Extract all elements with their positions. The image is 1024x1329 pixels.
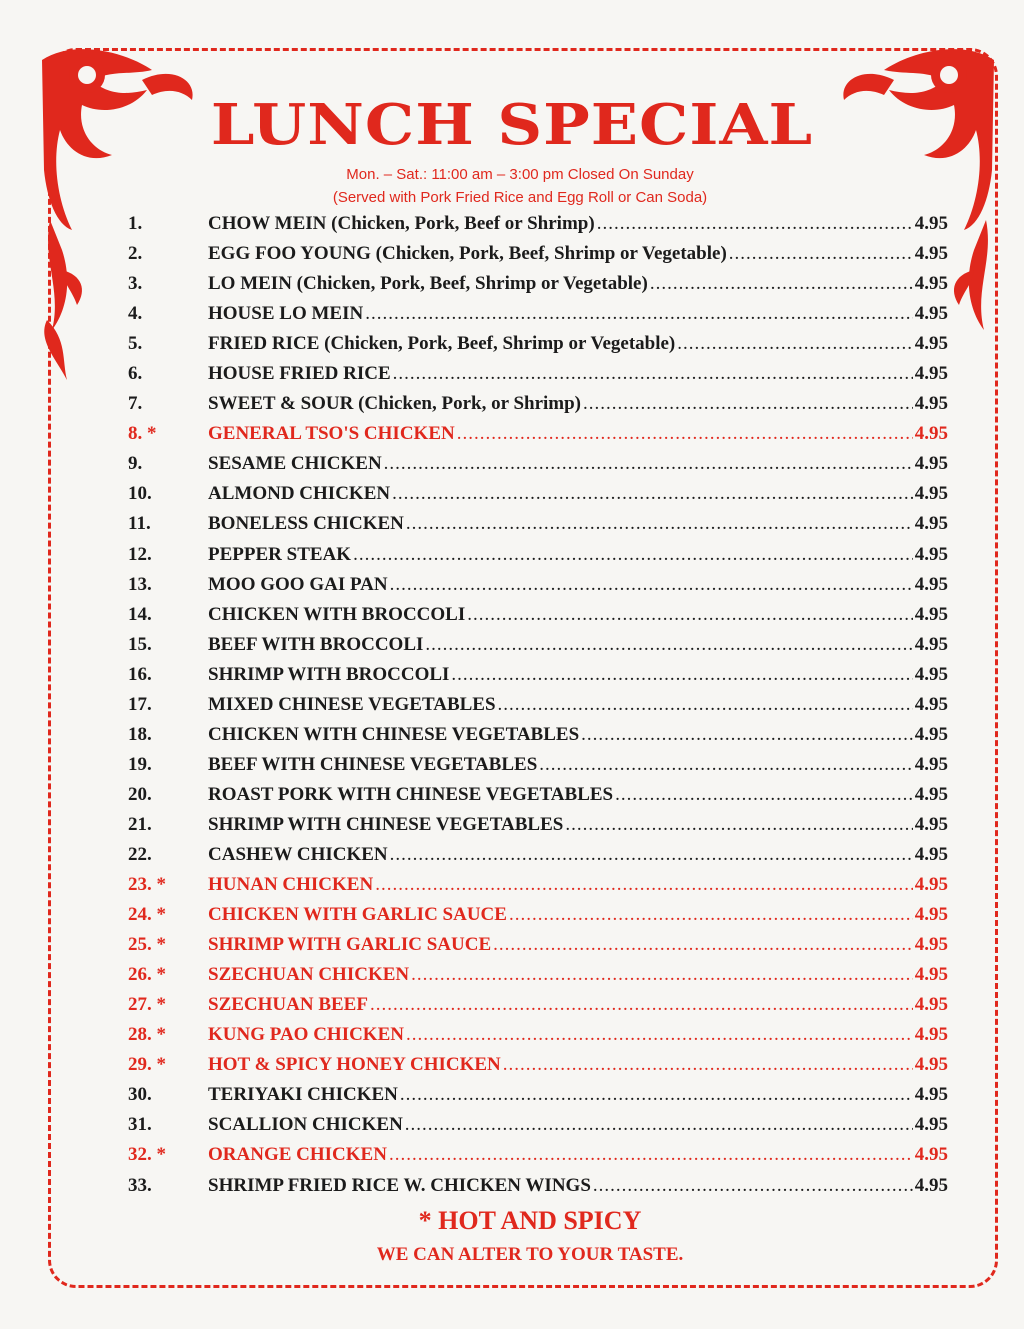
menu-item-price: 4.95: [914, 874, 948, 896]
menu-item-number: 16.: [128, 663, 152, 685]
menu-item-number: 27. *: [128, 994, 166, 1016]
dot-leader: [353, 544, 913, 566]
dot-leader: [677, 333, 912, 355]
menu-item-number: 13.: [128, 573, 152, 595]
menu-item-price: 4.95: [914, 453, 948, 475]
menu-item: [128, 784, 948, 814]
menu-item-price: 4.95: [914, 1114, 948, 1136]
dot-leader: [406, 1024, 913, 1046]
menu-item-number: 24. *: [128, 904, 166, 926]
menu-item: [128, 363, 948, 393]
menu-item-price: 4.95: [914, 243, 948, 265]
dot-leader: [393, 363, 913, 385]
menu-item-price: 4.95: [914, 393, 948, 415]
menu-item: [128, 393, 948, 423]
menu-item-number: 3.: [128, 273, 143, 295]
menu-item-number: 14.: [128, 603, 152, 625]
menu-item-number: 9.: [128, 453, 143, 475]
menu-item: [128, 483, 948, 513]
menu-item-name: CHOW MEIN (Chicken, Pork, Beef or Shrimp): [208, 213, 595, 234]
menu-item-price: 4.95: [914, 753, 948, 775]
dot-leader: [392, 483, 913, 505]
menu-item-name: SHRIMP WITH BROCCOLI: [208, 663, 450, 685]
dot-leader: [425, 634, 912, 656]
menu-item-number: 17.: [128, 693, 152, 715]
menu-item-name: SWEET & SOUR (Chicken, Pork, or Shrimp): [208, 393, 582, 415]
menu-item-number: 23. *: [128, 874, 166, 896]
dot-leader: [400, 1084, 913, 1106]
menu-item-price: 4.95: [914, 423, 948, 445]
menu-item-name: SHRIMP WITH GARLIC SAUCE: [208, 934, 492, 956]
menu-item-price: 4.95: [914, 904, 948, 926]
dot-leader: [597, 213, 913, 235]
dot-leader: [457, 423, 913, 445]
menu-item-price: 4.95: [914, 783, 948, 805]
menu-item: [128, 604, 948, 634]
menu-item: [128, 273, 948, 303]
menu-item-name: MIXED CHINESE VEGETABLES: [208, 693, 496, 715]
dot-leader: [389, 1144, 913, 1166]
menu-item-price: 4.95: [914, 213, 948, 234]
menu-item: [128, 423, 948, 453]
menu-item-name: HUNAN CHICKEN: [208, 874, 374, 896]
dot-leader: [370, 994, 913, 1016]
menu-item: [128, 664, 948, 694]
menu-item: [128, 994, 948, 1024]
dot-leader: [406, 513, 913, 535]
menu-item-number: 20.: [128, 783, 152, 805]
menu-item-name: SZECHUAN BEEF: [208, 994, 368, 1016]
dot-leader: [390, 844, 913, 866]
menu-item: [128, 453, 948, 483]
menu-item-number: 7.: [128, 393, 143, 415]
menu-item-price: 4.95: [914, 603, 948, 625]
menu-item-name: CASHEW CHICKEN: [208, 843, 388, 865]
menu-item-name: HOUSE FRIED RICE: [208, 363, 391, 385]
menu-item-number: 26. *: [128, 964, 166, 986]
menu-item: [128, 1175, 948, 1205]
dot-leader: [411, 964, 913, 986]
menu-item: [128, 874, 948, 904]
menu-item-number: 4.: [128, 303, 143, 325]
dot-leader: [650, 273, 913, 295]
menu-list: [128, 213, 948, 1205]
menu-item-number: 28. *: [128, 1024, 166, 1046]
menu-item-number: 5.: [128, 333, 143, 355]
dot-leader: [539, 754, 912, 776]
dot-leader: [615, 784, 913, 806]
menu-item-price: 4.95: [914, 723, 948, 745]
dot-leader: [384, 453, 913, 475]
menu-item-name: CHICKEN WITH CHINESE VEGETABLES: [208, 723, 580, 745]
dot-leader: [493, 934, 913, 956]
menu-item-name: CHICKEN WITH GARLIC SAUCE: [208, 904, 507, 926]
menu-item: [128, 544, 948, 574]
dot-leader: [565, 814, 912, 836]
menu-item: [128, 1114, 948, 1144]
menu-item-number: 6.: [128, 363, 143, 385]
menu-item-name: ORANGE CHICKEN: [208, 1144, 387, 1166]
menu-item: [128, 243, 948, 273]
dot-leader: [503, 1054, 913, 1076]
menu-item-price: 4.95: [914, 1024, 948, 1046]
menu-item-price: 4.95: [914, 333, 948, 355]
dot-leader: [583, 393, 913, 415]
menu-item: [128, 1084, 948, 1114]
page-title: LUNCH SPECIAL: [210, 91, 814, 158]
menu-item-number: 32. *: [128, 1144, 166, 1166]
dot-leader: [729, 243, 913, 265]
menu-item-price: 4.95: [914, 843, 948, 865]
menu-item-name: TERIYAKI CHICKEN: [208, 1084, 398, 1106]
menu-item-name: GENERAL TSO'S CHICKEN: [208, 423, 455, 445]
menu-item-name: ROAST PORK WITH CHINESE VEGETABLES: [208, 783, 614, 805]
menu-item-number: 2.: [128, 243, 143, 265]
dot-leader: [405, 1114, 913, 1136]
menu-item-price: 4.95: [914, 1084, 948, 1106]
menu-item-price: 4.95: [914, 573, 948, 595]
menu-item-name: PEPPER STEAK: [208, 543, 352, 565]
menu-item-number: 1.: [128, 213, 143, 234]
dot-leader: [498, 694, 913, 716]
menu-item-price: 4.95: [914, 1054, 948, 1076]
menu-item-number: 11.: [128, 513, 151, 535]
menu-item-number: 19.: [128, 753, 152, 775]
menu-item: [128, 724, 948, 754]
menu-item-name: SCALLION CHICKEN: [208, 1114, 403, 1136]
menu-item: [128, 513, 948, 543]
menu-item-name: KUNG PAO CHICKEN: [208, 1024, 404, 1046]
dot-leader: [581, 724, 913, 746]
menu-item-name: BEEF WITH CHINESE VEGETABLES: [208, 753, 538, 775]
menu-item-price: 4.95: [914, 513, 948, 535]
menu-item-price: 4.95: [914, 813, 948, 835]
menu-item: [128, 694, 948, 724]
menu-item-name: ALMOND CHICKEN: [208, 483, 391, 505]
menu-item-number: 8. *: [128, 423, 157, 445]
menu-item-number: 22.: [128, 843, 152, 865]
menu-item-price: 4.95: [914, 663, 948, 685]
menu-item-name: SESAME CHICKEN: [208, 453, 382, 475]
menu-item-number: 29. *: [128, 1054, 166, 1076]
menu-item-number: 30.: [128, 1084, 152, 1106]
business-hours: Mon. – Sat.: 11:00 am – 3:00 pm Closed On Sunday: [346, 166, 694, 183]
menu-item-price: 4.95: [914, 693, 948, 715]
menu-item: [128, 1024, 948, 1054]
dot-leader: [509, 904, 913, 926]
menu-item-price: 4.95: [914, 543, 948, 565]
menu-item: [128, 754, 948, 784]
menu-item-price: 4.95: [914, 633, 948, 655]
menu-item: [128, 1144, 948, 1174]
menu-item-number: 31.: [128, 1114, 152, 1136]
menu-item-price: 4.95: [914, 483, 948, 505]
menu-item-name: CHICKEN WITH BROCCOLI: [208, 603, 466, 625]
dot-leader: [375, 874, 913, 896]
menu-item: [128, 964, 948, 994]
menu-item: [128, 213, 948, 243]
menu-item-price: 4.95: [914, 273, 948, 295]
menu-item-name: SZECHUAN CHICKEN: [208, 964, 410, 986]
hot-and-spicy-legend: * HOT AND SPICY: [418, 1206, 642, 1235]
menu-item-name: BONELESS CHICKEN: [208, 513, 404, 535]
menu-item: [128, 934, 948, 964]
alter-taste-note: WE CAN ALTER TO YOUR TASTE.: [376, 1244, 684, 1265]
menu-item-number: 33.: [128, 1174, 152, 1196]
menu-item-number: 12.: [128, 543, 152, 565]
menu-item-name: MOO GOO GAI PAN: [208, 573, 388, 595]
menu-item-number: 25. *: [128, 934, 166, 956]
menu-item-name: HOUSE LO MEIN: [208, 303, 364, 325]
menu-item-name: EGG FOO YOUNG (Chicken, Pork, Beef, Shrimp or Vegetable): [208, 243, 727, 265]
menu-item: [128, 844, 948, 874]
menu-item: [128, 634, 948, 664]
menu-item-name: LO MEIN (Chicken, Pork, Beef, Shrimp or Vegetable): [208, 273, 648, 295]
menu-item-price: 4.95: [914, 363, 948, 385]
menu-item-price: 4.95: [914, 1144, 948, 1166]
menu-item-number: 15.: [128, 633, 152, 655]
dot-leader: [451, 664, 912, 686]
menu-item-number: 21.: [128, 813, 152, 835]
menu-item: [128, 333, 948, 363]
menu-item-name: FRIED RICE (Chicken, Pork, Beef, Shrimp or Vegetable): [208, 333, 676, 355]
menu-item-price: 4.95: [914, 1174, 948, 1196]
menu-item-price: 4.95: [914, 934, 948, 956]
menu-item-name: BEEF WITH BROCCOLI: [208, 633, 424, 655]
dot-leader: [390, 574, 913, 596]
dot-leader: [593, 1175, 913, 1197]
served-with-note: (Served with Pork Fried Rice and Egg Roll or Can Soda): [332, 189, 708, 206]
menu-item-price: 4.95: [914, 303, 948, 325]
menu-item-price: 4.95: [914, 964, 948, 986]
dot-leader: [365, 303, 913, 325]
menu-item-name: HOT & SPICY HONEY CHICKEN: [208, 1054, 501, 1076]
menu-item-name: SHRIMP FRIED RICE W. CHICKEN WINGS: [208, 1174, 591, 1196]
menu-item: [128, 303, 948, 333]
dot-leader: [467, 604, 912, 626]
menu-item-number: 10.: [128, 483, 152, 505]
menu-item: [128, 1054, 948, 1084]
menu-item-name: SHRIMP WITH CHINESE VEGETABLES: [208, 813, 564, 835]
menu-item: [128, 904, 948, 934]
menu-item: [128, 814, 948, 844]
menu-item-number: 18.: [128, 723, 152, 745]
menu-item-price: 4.95: [914, 994, 948, 1016]
menu-item: [128, 574, 948, 604]
